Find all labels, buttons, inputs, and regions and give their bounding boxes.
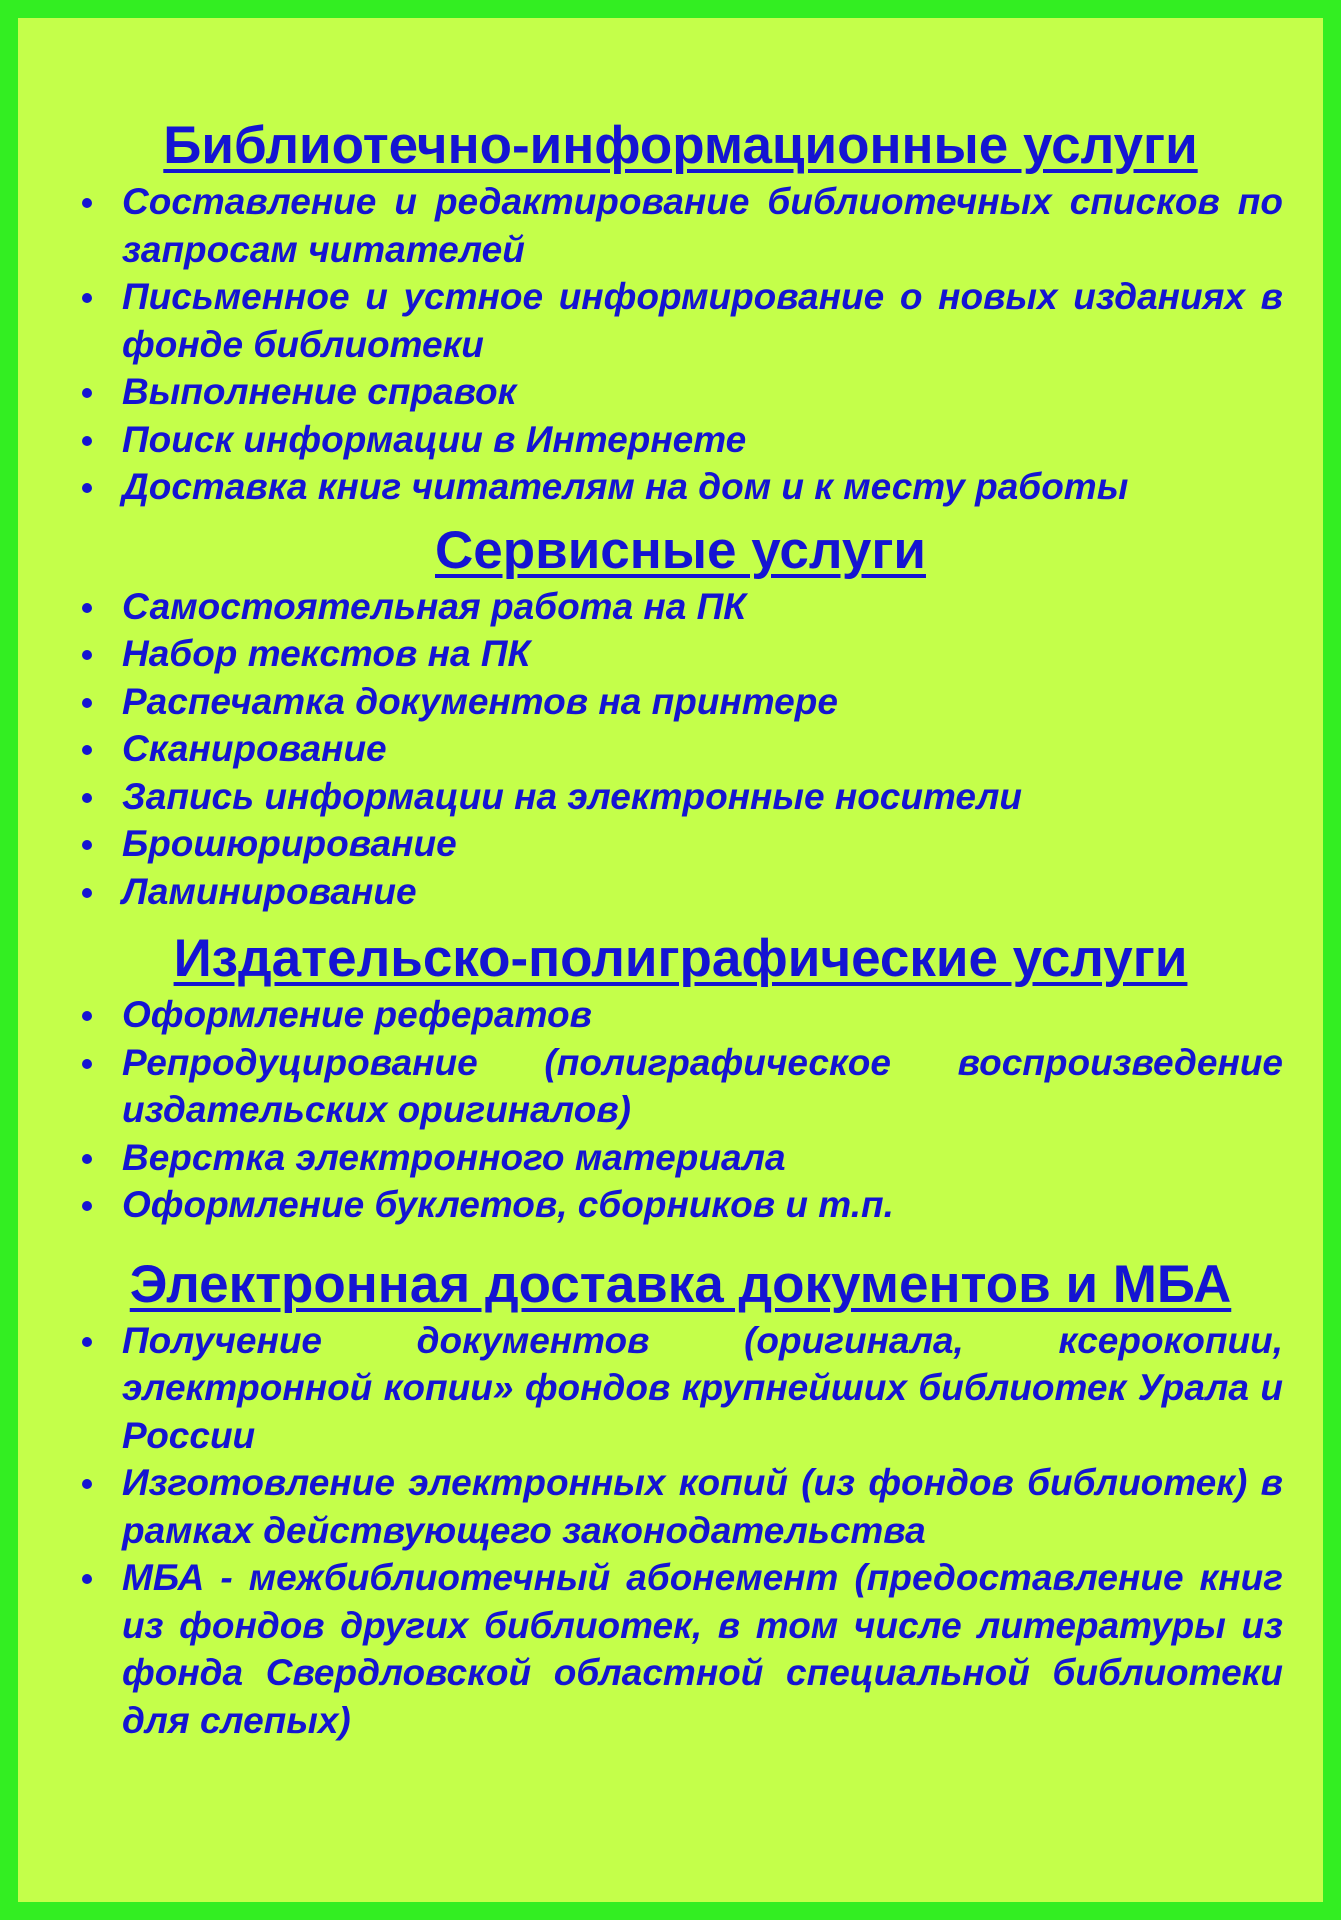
bullet-icon [82,388,92,398]
service-list [78,991,1283,1229]
list-item [78,868,1283,916]
list-item [78,773,1283,821]
section-title: Библиотечно-информационные услуги [163,116,1198,175]
list-item [78,1039,1283,1134]
list-item-text: Самостоятельная работа на ПК [122,585,746,627]
bullet-icon [82,793,92,803]
list-item [78,725,1283,773]
list-item [78,630,1283,678]
section-service-services [78,521,1283,916]
list-item [78,583,1283,631]
bullet-icon [82,698,92,708]
list-item [78,416,1283,464]
bullet-icon [82,650,92,660]
list-item-text: Брошюрирование [122,823,457,864]
bullet-icon [82,436,92,446]
section-publishing-services [78,929,1283,1229]
bullet-icon [82,1059,92,1069]
list-item [78,1181,1283,1229]
list-item-text: Ламинирование [122,870,417,912]
bullet-icon [82,293,92,303]
bullet-icon [82,840,92,850]
list-item-text: Доставка книг читателям на дом и к месту работы [122,466,1129,507]
list-item-text: Сканирование [122,728,387,769]
service-list [78,178,1283,511]
list-item [78,1459,1283,1554]
section-title: Электронная доставка документов и МБА [129,1254,1232,1314]
bullet-icon [82,198,92,208]
list-item-text: Оформление рефератов [122,994,592,1035]
list-item [78,1317,1283,1460]
list-item-text: Верстка электронного материала [122,1136,786,1178]
list-item-text: Составление и редактирование библиотечных списков по запросам читателей [122,181,1283,270]
list-item [78,273,1283,368]
list-item-text: Изготовление электронных копий (из фондов библиотек) в рамках действующего законодательства [122,1462,1283,1551]
list-item-text: Письменное и устное информирование о новых изданиях в фонде библиотеки [122,276,1283,365]
bullet-icon [82,745,92,755]
list-item [78,368,1283,416]
list-item [78,1134,1283,1182]
list-item-text: Распечатка документов на принтере [122,680,838,722]
list-item-text: Репродуцирование (полиграфическое воспроизведение издательских оригиналов) [122,1041,1283,1130]
bullet-icon [82,603,92,613]
list-item-text: Получение документов (оригинала, ксерокопии, электронной копии» фондов крупнейших библиотек Урала и России [122,1319,1283,1456]
list-item-text: Выполнение справок [122,371,517,412]
list-item [78,991,1283,1039]
flyer-content [78,116,1283,1754]
bullet-icon [82,1011,92,1021]
section-title: Сервисные услуги [435,520,926,580]
bullet-icon [82,1479,92,1489]
list-item [78,678,1283,726]
section-title: Издательско-полиграфические услуги [173,929,1188,988]
list-item-text: Запись информации на электронные носители [122,775,1023,817]
section-library-info-services [78,116,1283,511]
list-item [78,463,1283,511]
bullet-icon [82,1337,92,1347]
flyer-page [18,18,1323,1902]
service-list [78,583,1283,916]
bullet-icon [82,888,92,898]
list-item-text: Поиск информации в Интернете [122,418,747,460]
bullet-icon [82,1574,92,1584]
list-item-text: Оформление буклетов, сборников и т.п. [122,1184,894,1225]
service-list [78,1317,1283,1745]
section-electronic-delivery [78,1255,1283,1745]
list-item-text: МБА - межбиблиотечный абонемент (предоставление книг из фондов других библиотек, в том числе литературы из фонда Свердловской областной специальной библиотеки для слепых) [122,1557,1283,1741]
bullet-icon [82,1201,92,1211]
list-item [78,820,1283,868]
list-item [78,1554,1283,1744]
list-item-text: Набор текстов на ПК [122,633,531,674]
bullet-icon [82,483,92,493]
bullet-icon [82,1154,92,1164]
list-item [78,178,1283,273]
